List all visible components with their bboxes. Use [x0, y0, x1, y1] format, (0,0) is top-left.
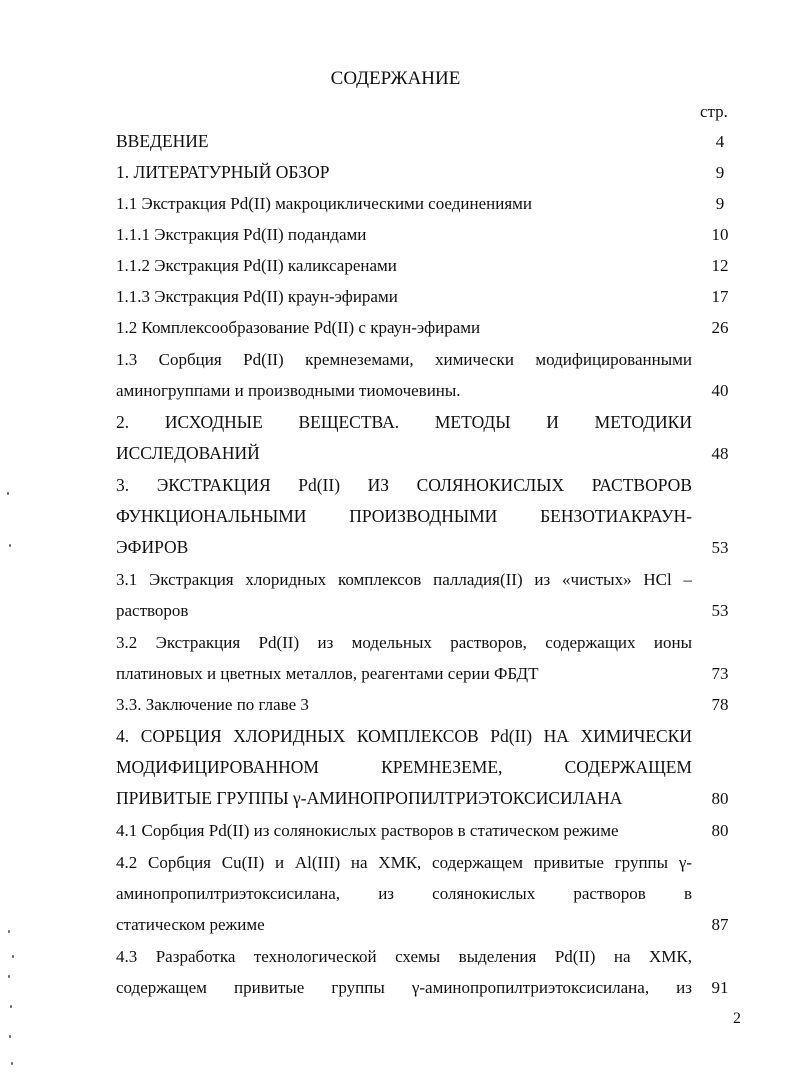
toc-entry-text: 1.2 Комплексообразование Pd(II) с краун-эфирами: [116, 318, 481, 337]
toc-entry-line: МОДИФИЦИРОВАННОМ КРЕМНЕЗЕМЕ, СОДЕРЖАЩЕМ: [116, 757, 692, 777]
toc-entry[interactable]: [116, 126, 692, 157]
toc-entry-line: платиновых и цветных металлов, реагентами серии ФБДТ: [116, 664, 539, 683]
toc-entry-line: 3.1 Экстракция хлоридных комплексов палладия(II) из «чистых» HCl –: [116, 570, 692, 589]
toc-entry-text: ВВЕДЕНИЕ: [116, 131, 209, 151]
toc-page-number: 73: [711, 664, 729, 683]
toc-entry-line: 1.3 Сорбция Pd(II) кремнеземами, химически модифицированными: [116, 350, 692, 369]
toc-entry[interactable]: [116, 188, 692, 219]
toc-entry[interactable]: [116, 312, 692, 343]
toc-entry[interactable]: [116, 627, 692, 689]
scan-speck: [7, 492, 9, 495]
toc-page-number: 91: [711, 978, 729, 997]
toc-page-number: 26: [711, 318, 729, 337]
toc-entry[interactable]: [116, 941, 692, 1003]
toc-entry-text: 1. ЛИТЕРАТУРНЫЙ ОБЗОР: [116, 162, 330, 182]
toc-page-number: 9: [715, 194, 725, 213]
toc-entry[interactable]: [116, 470, 692, 563]
toc-page-number: 12: [711, 256, 729, 275]
toc-page-number: 53: [711, 538, 729, 557]
toc-page-number: 78: [711, 695, 729, 714]
toc-entry[interactable]: [116, 847, 692, 940]
toc-page-number: 87: [711, 915, 729, 934]
toc-entry-line: ФУНКЦИОНАЛЬНЫМИ ПРОИЗВОДНЫМИ БЕНЗОТИАКРАУН-: [116, 506, 692, 526]
scan-speck: [12, 955, 14, 958]
toc-page-number: 4: [715, 132, 725, 151]
scan-speck: [9, 1035, 11, 1038]
scan-speck: [9, 544, 11, 547]
toc-page-number: 10: [711, 225, 729, 244]
toc-entry[interactable]: [116, 407, 692, 469]
toc-page-number: 48: [711, 444, 729, 463]
toc-entry-line: 4.3 Разработка технологической схемы выделения Pd(II) на ХМК,: [116, 947, 692, 966]
page-folio-number: 2: [733, 1010, 741, 1027]
toc-entry-line: 4. СОРБЦИЯ ХЛОРИДНЫХ КОМПЛЕКСОВ Pd(II) НА ХИМИЧЕСКИ: [116, 726, 692, 746]
toc-page-number: 17: [711, 287, 729, 306]
toc-entry-line: 4.2 Сорбция Cu(II) и Al(III) на ХМК, содержащем привитые группы γ-: [116, 853, 692, 872]
toc-entry-line: 3. ЭКСТРАКЦИЯ Pd(II) ИЗ СОЛЯНОКИСЛЫХ РАСТВОРОВ: [116, 475, 692, 495]
toc-entry-line: статическом режиме: [116, 915, 265, 934]
toc-entry[interactable]: [116, 250, 692, 281]
toc-page-number: 80: [711, 789, 729, 808]
toc-entry-text: 4.1 Сорбция Pd(II) из солянокислых растворов в статическом режиме: [116, 821, 619, 840]
toc-page-number: 80: [711, 821, 729, 840]
toc-entry[interactable]: [116, 281, 692, 312]
scan-speck: [8, 975, 10, 978]
toc-entry-line: 3.2 Экстракция Pd(II) из модельных растворов, содержащих ионы: [116, 633, 692, 652]
toc-entry[interactable]: [116, 344, 692, 406]
toc-entry-text: 1.1 Экстракция Pd(II) макроциклическими соединениями: [116, 194, 533, 213]
page-title: СОДЕРЖАНИЕ: [330, 68, 461, 89]
scan-speck: [8, 930, 10, 933]
toc-entry-line: аминогруппами и производными тиомочевины.: [116, 381, 461, 400]
toc-entry-text: 1.1.1 Экстракция Pd(II) подандами: [116, 225, 367, 244]
scan-speck: [11, 1062, 13, 1065]
toc-page-number: 40: [711, 381, 729, 400]
toc-entry-text: 1.1.3 Экстракция Pd(II) краун-эфирами: [116, 287, 398, 306]
toc-entry[interactable]: [116, 689, 692, 720]
toc-entry-line: ИССЛЕДОВАНИЙ: [116, 443, 260, 463]
toc-page-number: 53: [711, 601, 729, 620]
toc-entry[interactable]: [116, 157, 692, 188]
toc-entry-text: 3.3. Заключение по главе 3: [116, 695, 309, 714]
toc-entry-line: ЭФИРОВ: [116, 537, 189, 557]
toc-entry-line: 2. ИСХОДНЫЕ ВЕЩЕСТВА. МЕТОДЫ И МЕТОДИКИ: [116, 412, 692, 432]
toc-entry-line: аминопропилтриэтоксисилана, из солянокислых растворов в: [116, 884, 692, 903]
scan-speck: [10, 1005, 12, 1008]
toc-page-number: 9: [715, 163, 725, 182]
toc-entry-line: ПРИВИТЫЕ ГРУППЫ γ-АМИНОПРОПИЛТРИЭТОКСИСИЛАНА: [116, 788, 623, 808]
toc-entry-line: растворов: [116, 601, 189, 620]
toc-entry-text: 1.1.2 Экстракция Pd(II) каликсаренами: [116, 256, 397, 275]
page-column-label: стр.: [700, 102, 728, 121]
toc-entry[interactable]: [116, 721, 692, 814]
toc-entry[interactable]: [116, 219, 692, 250]
toc-entry[interactable]: [116, 564, 692, 626]
toc-entry-line: содержащем привитые группы γ-аминопропилтриэтоксисилана, из: [116, 978, 692, 997]
toc-entry[interactable]: [116, 815, 692, 846]
